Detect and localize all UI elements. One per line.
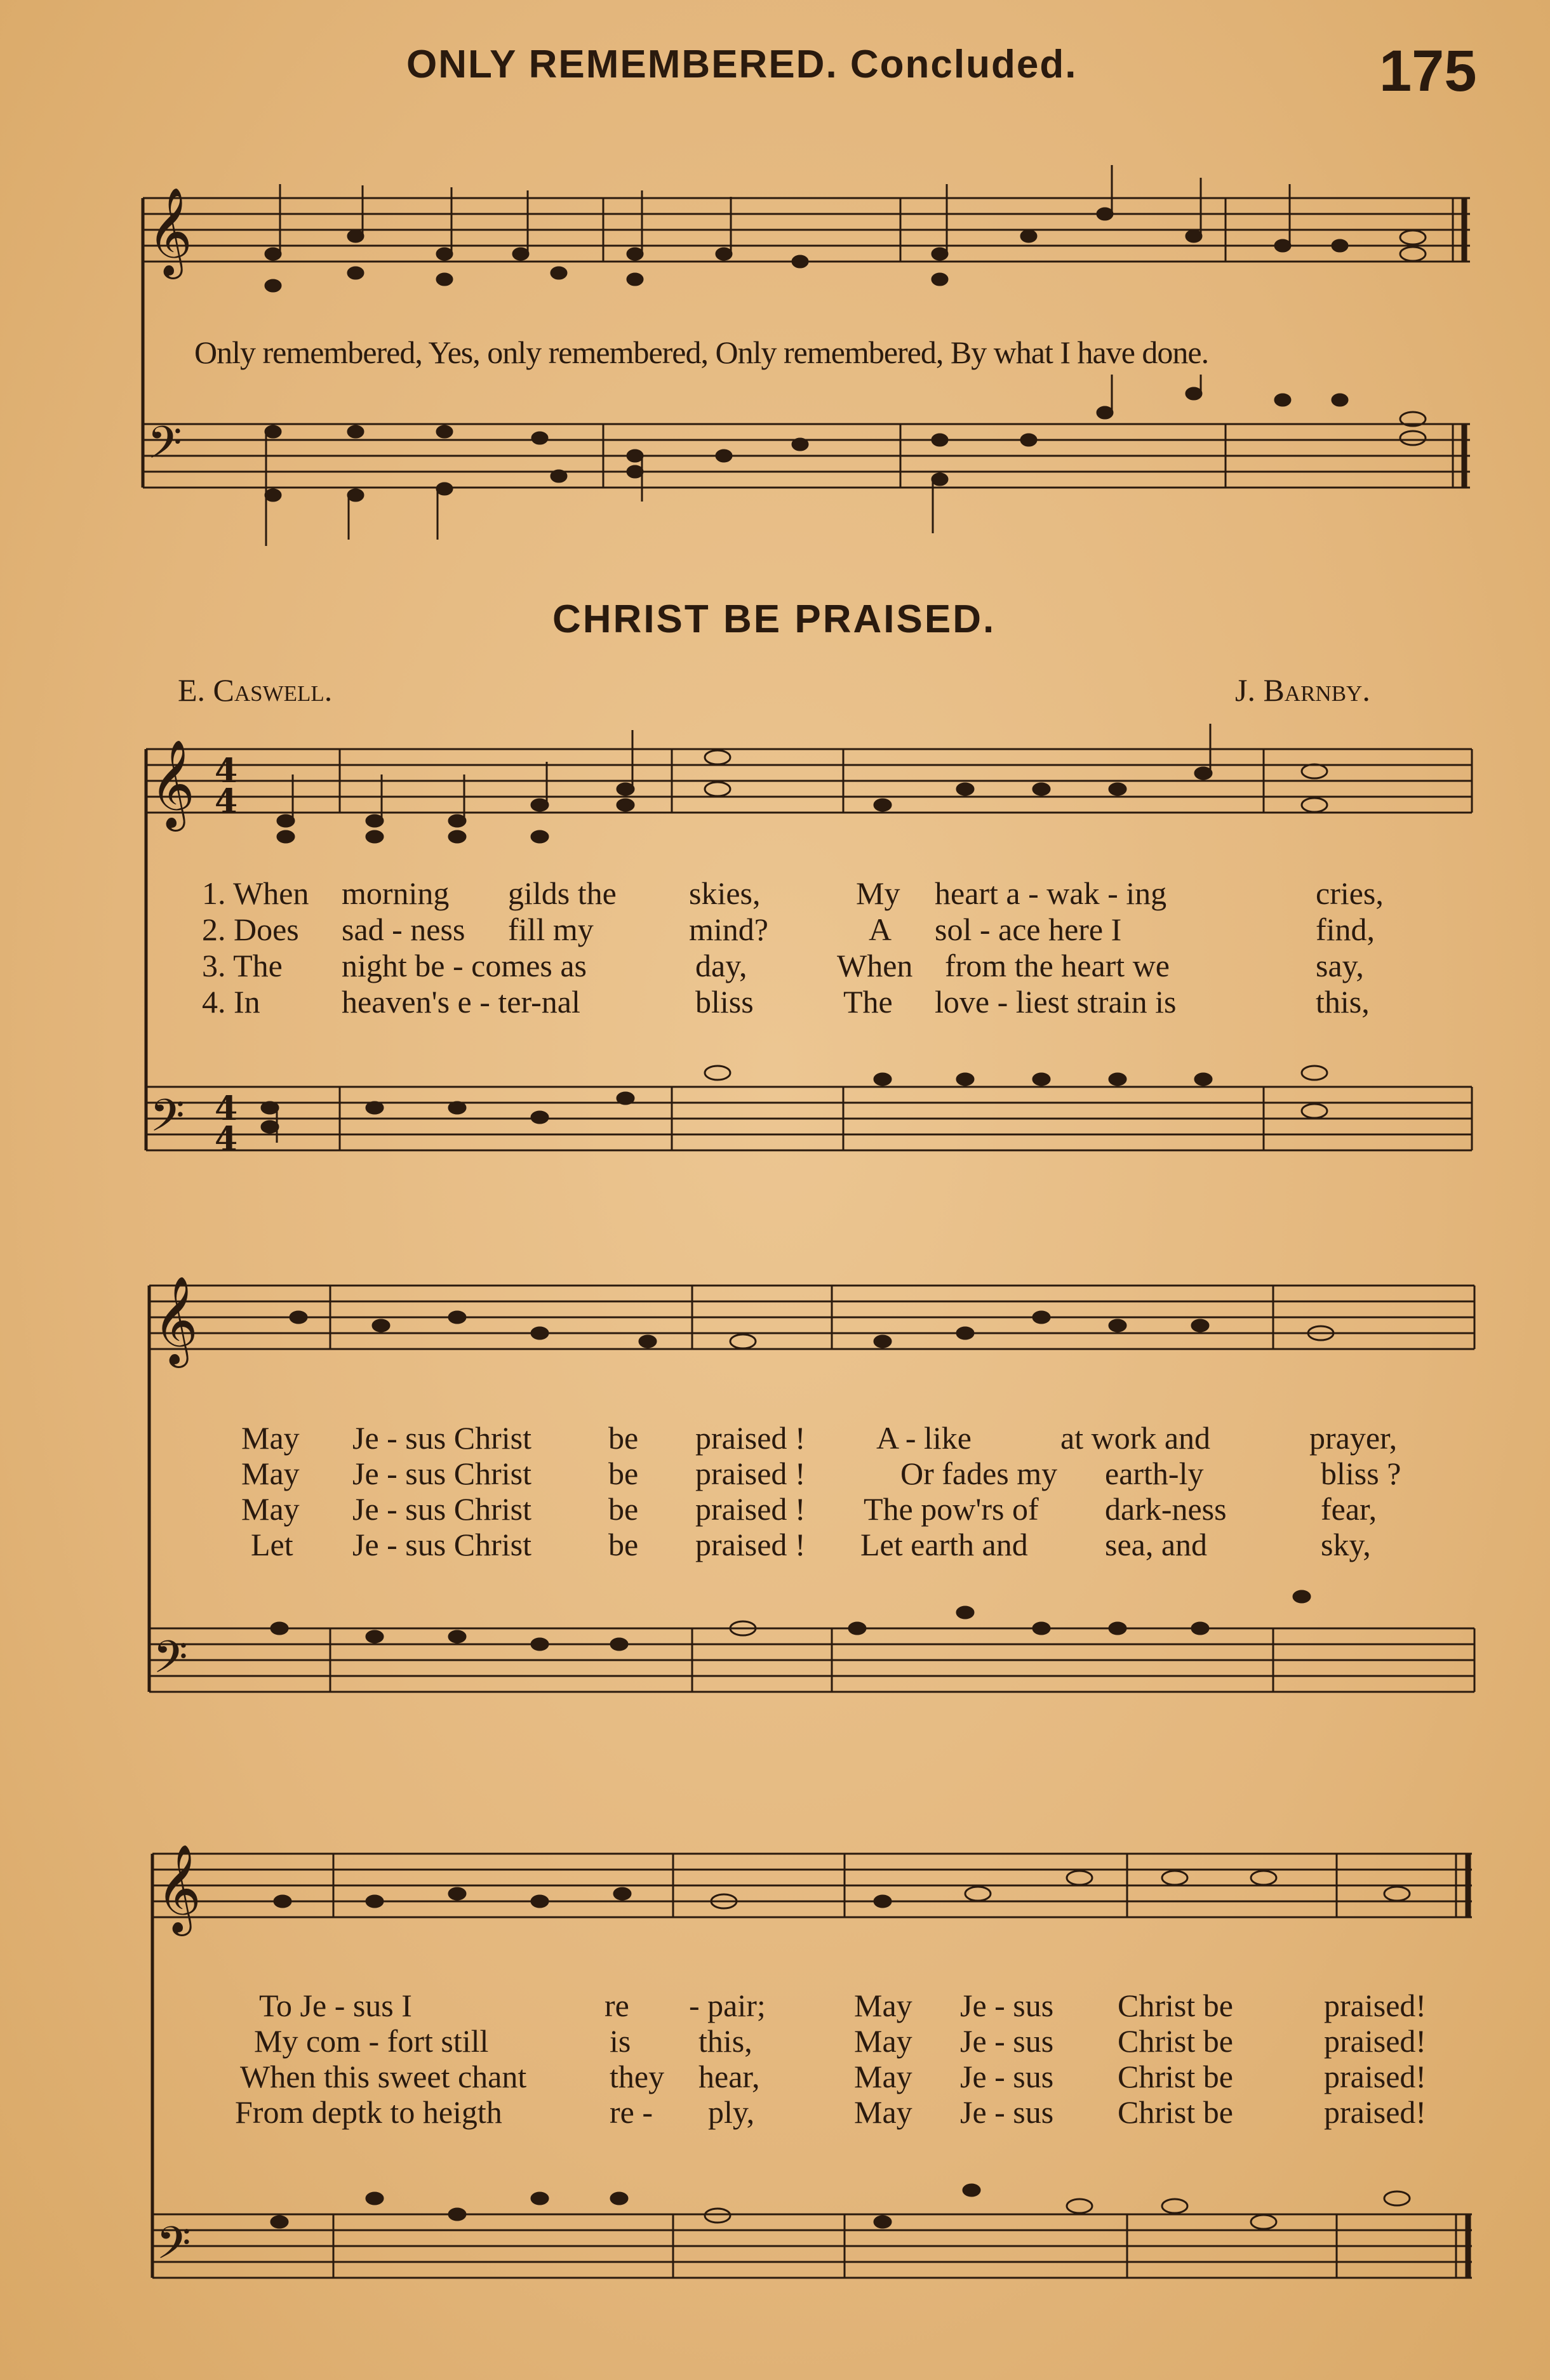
lyric: at work and	[1060, 1420, 1211, 1456]
svg-text:𝄢: 𝄢	[156, 2217, 191, 2280]
lyric: Let earth and	[860, 1527, 1028, 1562]
hymn-title: CHRIST BE PRAISED.	[552, 597, 996, 641]
lyric: Je - sus	[960, 2094, 1054, 2130]
lyric: this,	[1316, 984, 1370, 1020]
hymn-author: E. Caswell.	[178, 672, 333, 708]
svg-text:𝄢: 𝄢	[153, 1632, 188, 1694]
lyric: May	[854, 2059, 912, 2094]
lyric: skies,	[689, 875, 761, 911]
lyric: mind?	[689, 912, 768, 947]
lyric: day,	[695, 948, 747, 983]
svg-text:𝄞: 𝄞	[147, 187, 192, 276]
lyric: bliss	[695, 984, 754, 1020]
lyric: The	[843, 984, 893, 1020]
lyric: sad - ness	[342, 912, 465, 947]
lyric: May	[241, 1491, 300, 1527]
lyric: Let	[251, 1527, 293, 1562]
verse-2-word: 2. Does	[202, 912, 299, 947]
svg-text:4: 4	[215, 782, 238, 821]
lyric: be	[608, 1420, 639, 1456]
lyric: May	[854, 2094, 912, 2130]
lyric: Christ be	[1118, 2023, 1233, 2059]
lyric: ply,	[708, 2094, 755, 2130]
lyric: praised !	[695, 1456, 806, 1491]
lyric: be	[608, 1527, 639, 1562]
lyric: night be - comes as	[342, 948, 587, 983]
lyric: from the heart we	[945, 948, 1170, 983]
lyric: My	[856, 875, 900, 911]
lyric: fear,	[1321, 1491, 1377, 1527]
lyric: Christ be	[1118, 2094, 1233, 2130]
verse-3-word: 3. The	[202, 948, 283, 983]
lyric: dark-ness	[1105, 1491, 1227, 1527]
lyric: Je - sus Christ	[352, 1491, 531, 1527]
lyric: love - liest strain is	[935, 984, 1177, 1020]
svg-text:𝄞: 𝄞	[153, 1276, 198, 1364]
lyric: When this sweet chant	[240, 2059, 527, 2094]
lyric: Christ be	[1118, 1988, 1233, 2023]
svg-text:4: 4	[215, 752, 238, 790]
lyric: sea, and	[1105, 1527, 1208, 1562]
lyric: sky,	[1321, 1527, 1371, 1562]
hymn-composer: J. Barnby.	[1235, 672, 1370, 708]
lyric: May	[241, 1456, 300, 1491]
lyric: praised !	[695, 1527, 806, 1562]
lyric: A	[869, 912, 892, 947]
lyric: Christ be	[1118, 2059, 1233, 2094]
lyric: My com - fort still	[254, 2023, 489, 2059]
lyric: hear,	[698, 2059, 760, 2094]
lyric: is	[610, 2023, 631, 2059]
lyric: praised!	[1324, 2023, 1427, 2059]
lyric: Je - sus Christ	[352, 1456, 531, 1491]
lyric: be	[608, 1456, 639, 1491]
lyric: bliss ?	[1321, 1456, 1401, 1491]
lyric: morning	[342, 875, 450, 911]
lyric: cries,	[1316, 875, 1384, 911]
lyric: May	[854, 1988, 912, 2023]
lyric: praised!	[1324, 1988, 1427, 2023]
lyric: be	[608, 1491, 639, 1527]
lyric: Je - sus	[960, 1988, 1054, 2023]
svg-text:4: 4	[215, 1089, 238, 1128]
lyric: - pair;	[689, 1988, 766, 2023]
page-header-title: ONLY REMEMBERED. Concluded.	[406, 43, 1078, 86]
top-piece-lyric: Only remembered, Yes, only remembered, Only remembered, By what I have done.	[194, 335, 1209, 370]
lyric: prayer,	[1309, 1420, 1398, 1456]
svg-text:𝄢: 𝄢	[150, 1090, 185, 1153]
svg-text:𝄞: 𝄞	[156, 1844, 201, 1932]
svg-text:4: 4	[215, 1120, 238, 1159]
lyric: The pow'rs of	[864, 1491, 1039, 1527]
lyric: they	[610, 2059, 665, 2094]
lyric: praised !	[695, 1420, 806, 1456]
lyric: To Je - sus I	[259, 1988, 412, 2023]
lyric: praised!	[1324, 2094, 1427, 2130]
lyric: praised!	[1324, 2059, 1427, 2094]
lyric: say,	[1316, 948, 1364, 983]
lyric: A - like	[876, 1420, 972, 1456]
lyric: praised !	[695, 1491, 806, 1527]
verse-1-word: 1. When	[202, 875, 309, 911]
lyric: earth-ly	[1105, 1456, 1204, 1491]
lyric: this,	[698, 2023, 752, 2059]
lyric: gilds the	[508, 875, 617, 911]
lyric: find,	[1316, 912, 1375, 947]
lyric: May	[854, 2023, 912, 2059]
lyric: Je - sus Christ	[352, 1527, 531, 1562]
lyric: Je - sus	[960, 2059, 1054, 2094]
lyric: May	[241, 1420, 300, 1456]
lyric: sol - ace here I	[935, 912, 1122, 947]
lyric: heaven's e - ter-nal	[342, 984, 580, 1020]
lyric: heart a - wak - ing	[935, 875, 1167, 911]
page-number: 175	[1379, 39, 1477, 103]
svg-text:𝄞: 𝄞	[150, 740, 195, 828]
verse-4-word: 4. In	[202, 984, 260, 1020]
lyric: Je - sus	[960, 2023, 1054, 2059]
lyric: re -	[610, 2094, 653, 2130]
lyric: From deptk to heigth	[235, 2094, 502, 2130]
lyric: fill my	[508, 912, 594, 947]
lyric: Or fades my	[900, 1456, 1058, 1491]
lyric: Je - sus Christ	[352, 1420, 531, 1456]
lyric: When	[837, 948, 913, 983]
svg-text:𝄢: 𝄢	[147, 417, 182, 480]
lyric: re	[605, 1988, 629, 2023]
